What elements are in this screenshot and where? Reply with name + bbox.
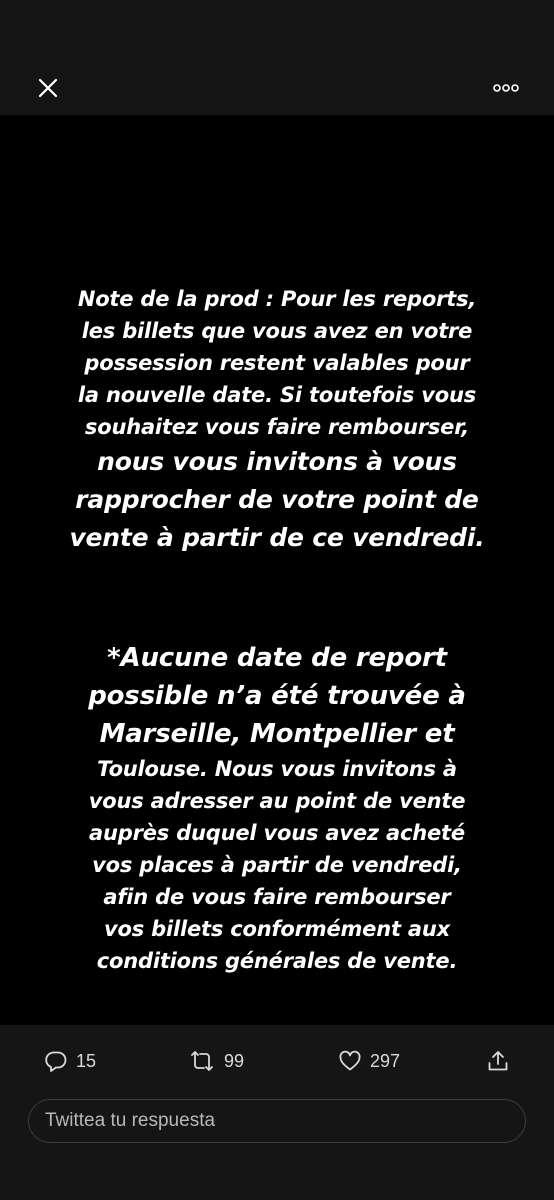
more-options-button[interactable] [484,72,528,104]
top-bar [0,0,554,115]
text-line: possible n’a été trouvée à [88,681,466,711]
text-line: la nouvelle date. Si toutefois vous [77,383,477,407]
text-line: afin de vous faire rembourser [103,885,451,909]
reply-button[interactable] [44,1047,96,1075]
reply-placeholder: Twittea tu respuesta [45,1110,216,1131]
share-button[interactable] [486,1047,510,1075]
heart-icon [338,1049,362,1073]
text-line: Marseille, Montpellier et [99,719,455,749]
text-line: Note de la prod : Pour les reports, [77,287,477,311]
text-line: les billets que vous avez en votre [81,319,473,343]
tweet-actions-bar [0,1025,554,1097]
like-button[interactable] [338,1047,400,1075]
text-line: rapprocher de votre point de [75,485,479,514]
more-options-icon [493,83,519,93]
text-line: vos billets conformément aux [103,917,450,941]
no-report-date-paragraph [12,639,542,977]
text-line: auprès duquel vous avez acheté [89,821,465,845]
close-button[interactable] [30,70,66,106]
reply-count: 15 [76,1050,97,1071]
retweet-button[interactable] [188,1047,244,1075]
reply-icon [44,1049,68,1073]
tweet-image[interactable] [0,115,554,1025]
share-icon [486,1049,510,1073]
close-icon [38,78,58,98]
text-line: *Aucune date de report [107,643,447,673]
reply-bar [0,1097,554,1200]
text-line: possession restent valables pour [84,351,470,375]
retweet-icon [188,1049,216,1073]
production-note-paragraph [12,283,542,557]
text-line: conditions générales de vente. [96,949,458,973]
text-line: souhaitez vous faire rembourser, [84,415,470,439]
text-line: Toulouse. Nous vous invitons à [97,757,457,781]
like-count: 297 [370,1050,401,1071]
text-line: vos places à partir de vendredi, [92,853,462,877]
reply-input[interactable] [28,1099,526,1143]
text-line: nous vous invitons à vous [97,447,457,476]
retweet-count: 99 [224,1050,245,1071]
text-line: vous adresser au point de vente [88,789,466,813]
text-line: vente à partir de ce vendredi. [69,523,485,552]
